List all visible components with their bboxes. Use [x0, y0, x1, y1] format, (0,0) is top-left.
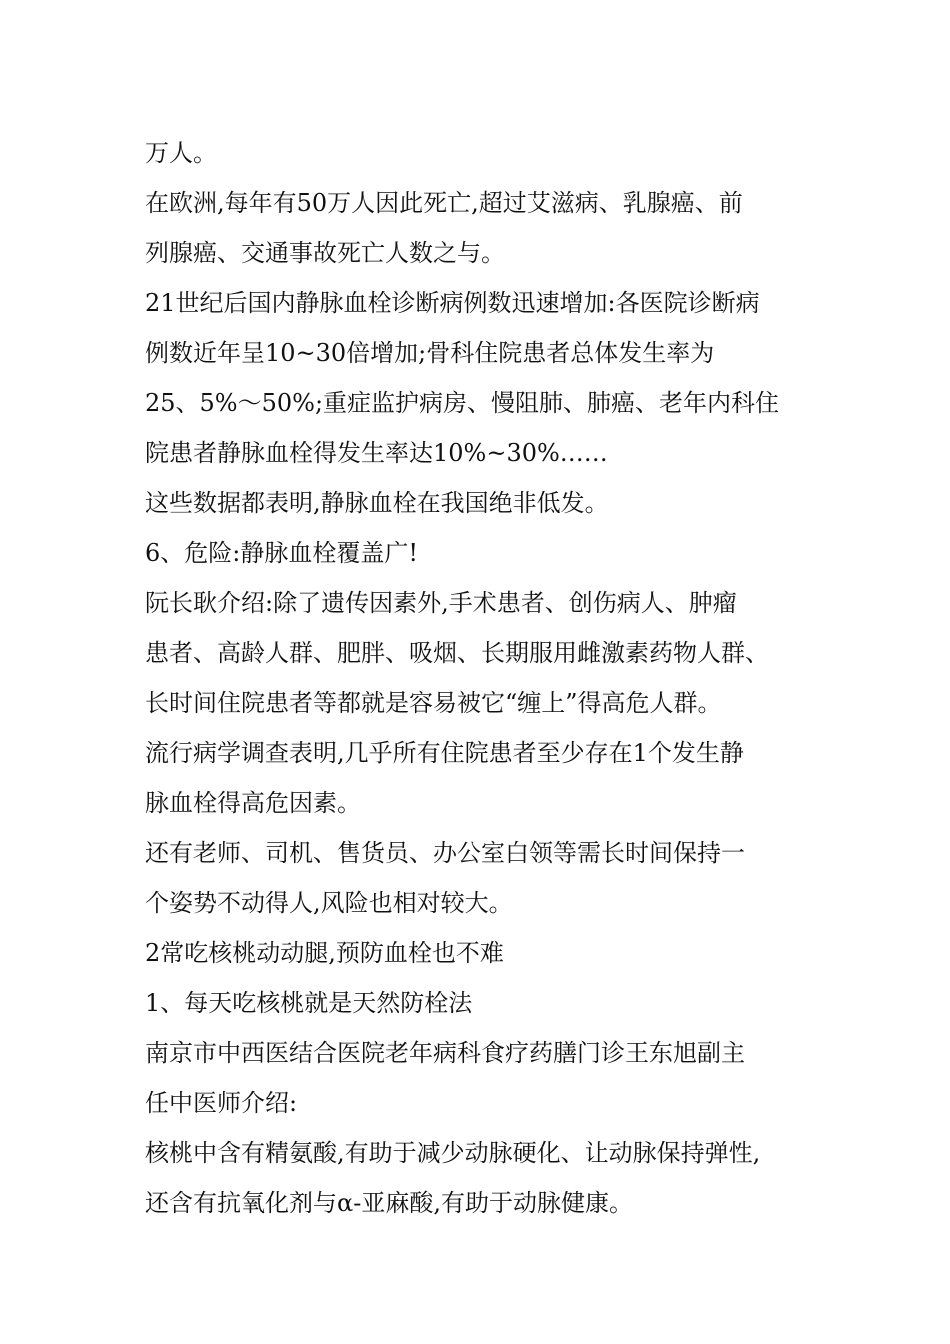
text-line: 万人。: [145, 139, 217, 167]
text-line: 核桃中含有精氨酸,有助于减少动脉硬化、让动脉保持弹性,: [145, 1139, 761, 1167]
text-line: 还有老师、司机、售货员、办公室白领等需长时间保持一: [145, 839, 745, 867]
text-line: 患者、高龄人群、肥胖、吸烟、长期服用雌激素药物人群、: [145, 639, 769, 667]
section-heading: 2常吃核桃动动腿,预防血栓也不难: [145, 939, 504, 967]
text-line: 个姿势不动得人,风险也相对较大。: [145, 889, 513, 917]
text-line: 这些数据都表明,静脉血栓在我国绝非低发。: [145, 489, 609, 517]
text-line: 阮长耿介绍:除了遗传因素外,手术患者、创伤病人、肿瘤: [145, 589, 737, 617]
text-line: 21世纪后国内静脉血栓诊断病例数迅速增加:各医院诊断病: [145, 289, 760, 317]
text-line: 列腺癌、交通事故死亡人数之与。: [145, 239, 505, 267]
text-line: 流行病学调查表明,几乎所有住院患者至少存在1个发生静: [145, 739, 744, 767]
text-line: 院患者静脉血栓得发生率达10%~30%……: [145, 439, 608, 467]
text-line: 还含有抗氧化剂与α-亚麻酸,有助于动脉健康。: [145, 1189, 633, 1217]
text-line: 25、5%～50%;重症监护病房、慢阻肺、肺癌、老年内科住: [145, 389, 780, 417]
text-line: 任中医师介绍:: [145, 1089, 298, 1117]
section-heading: 1、每天吃核桃就是天然防栓法: [145, 989, 473, 1017]
text-line: 在欧洲,每年有50万人因此死亡,超过艾滋病、乳腺癌、前: [145, 189, 743, 217]
section-heading: 6、危险:静脉血栓覆盖广!: [145, 539, 418, 567]
text-line: 脉血栓得高危因素。: [145, 789, 361, 817]
text-line: 例数近年呈10~30倍增加;骨科住院患者总体发生率为: [145, 339, 715, 367]
text-line: 长时间住院患者等都就是容易被它“缠上”得高危人群。: [145, 689, 722, 717]
text-line: 南京市中西医结合医院老年病科食疗药膳门诊王东旭副主: [145, 1039, 745, 1067]
document-page: [145, 128, 815, 1228]
